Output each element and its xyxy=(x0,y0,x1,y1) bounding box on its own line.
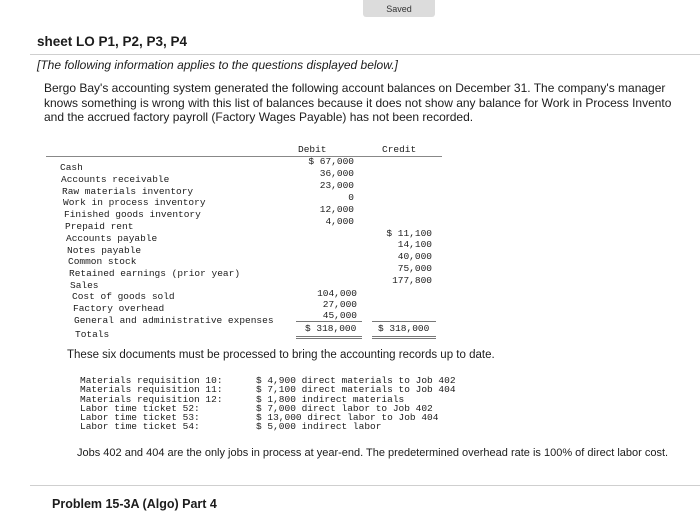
divider xyxy=(30,485,700,486)
paragraph-line: Bergo Bay's accounting system generated the following account balances on December 31. The company's manager xyxy=(44,81,666,95)
debit-value: 0 xyxy=(348,192,354,203)
table-top-rule xyxy=(46,156,442,157)
document-name: Labor time ticket 53: xyxy=(80,412,200,424)
document-name: Labor time ticket 54: xyxy=(80,421,200,433)
document-name: Labor time ticket 52: xyxy=(80,402,200,414)
account-label: Raw materials inventory xyxy=(62,186,194,197)
account-label: Common stock xyxy=(68,256,137,267)
document-detail: $ 7,000 direct labor to Job 402 xyxy=(256,402,433,414)
account-label: Retained earnings (prior year) xyxy=(69,268,241,279)
overhead-note: Jobs 402 and 404 are the only jobs in process at year-end. The predetermined overhead rate is 100% of direct labor cost. xyxy=(77,447,669,459)
debit-value: 23,000 xyxy=(319,180,354,191)
credit-value: 75,000 xyxy=(397,263,432,274)
debit-double-rule xyxy=(296,338,362,339)
document-detail: $ 1,800 indirect materials xyxy=(256,393,405,405)
trial-balance-table xyxy=(46,140,442,344)
paragraph-line: knows something is wrong with this list of balances because it does not show any balance for Work in Process Invento xyxy=(44,95,672,110)
problem-title: Problem 15-3A (Algo) Part 4 xyxy=(52,497,217,511)
debit-value: $ 67,000 xyxy=(308,156,354,167)
saved-status: Saved xyxy=(363,0,435,17)
documents-title: These six documents must be processed to bring the accounting records up to date. xyxy=(67,349,495,361)
debit-total: $ 318,000 xyxy=(305,323,357,334)
document-name: Materials requisition 11: xyxy=(80,384,223,396)
paragraph-line: and the accrued factory payroll (Factory Wages Payable) has not been recorded. xyxy=(44,110,474,124)
document-detail: $ 7,100 direct materials to Job 404 xyxy=(256,384,456,396)
debit-header: Debit xyxy=(298,144,327,155)
account-label: Accounts receivable xyxy=(61,174,170,185)
account-label: Finished goods inventory xyxy=(64,209,201,220)
debit-value: 36,000 xyxy=(319,168,354,179)
debit-value: 27,000 xyxy=(322,299,357,310)
documents-list xyxy=(80,376,456,432)
debit-value: 45,000 xyxy=(322,310,357,321)
credit-value: $ 11,100 xyxy=(386,228,432,239)
document-name: Materials requisition 10: xyxy=(80,375,223,386)
sheet-title: sheet LO P1, P2, P3, P4 xyxy=(37,34,188,49)
account-label: Factory overhead xyxy=(73,303,165,314)
debit-total-rule xyxy=(296,321,362,322)
account-label: Totals xyxy=(75,329,110,340)
debit-double-rule xyxy=(296,336,362,337)
account-label: Prepaid rent xyxy=(65,221,134,232)
credit-header: Credit xyxy=(382,144,417,155)
debit-value: 4,000 xyxy=(325,216,354,227)
credit-double-rule xyxy=(372,336,436,337)
credit-value: 177,800 xyxy=(392,275,432,286)
document-row xyxy=(80,422,456,431)
document-detail: $ 13,000 direct labor to Job 404 xyxy=(256,412,439,424)
debit-value: 104,000 xyxy=(317,288,357,299)
account-label: Accounts payable xyxy=(66,233,158,244)
divider xyxy=(30,54,700,55)
document-detail: $ 4,900 direct materials to Job 402 xyxy=(256,375,456,386)
credit-total: $ 318,000 xyxy=(378,323,430,334)
account-label: Sales xyxy=(70,280,99,291)
document-name: Materials requisition 12: xyxy=(80,393,223,405)
intro-note: [The following information applies to the questions displayed below.] xyxy=(37,58,398,72)
credit-total-rule xyxy=(372,321,436,322)
document-detail: $ 5,000 indirect labor xyxy=(256,421,382,433)
problem-paragraph xyxy=(44,81,700,125)
account-label: Cost of goods sold xyxy=(72,291,175,302)
credit-value: 40,000 xyxy=(397,251,432,262)
account-label: Work in process inventory xyxy=(63,197,206,208)
debit-value: 12,000 xyxy=(319,204,354,215)
credit-value: 14,100 xyxy=(397,239,432,250)
account-label: Cash xyxy=(60,162,83,173)
credit-double-rule xyxy=(372,338,436,339)
account-label: General and administrative expenses xyxy=(74,315,274,326)
account-label: Notes payable xyxy=(67,245,142,256)
